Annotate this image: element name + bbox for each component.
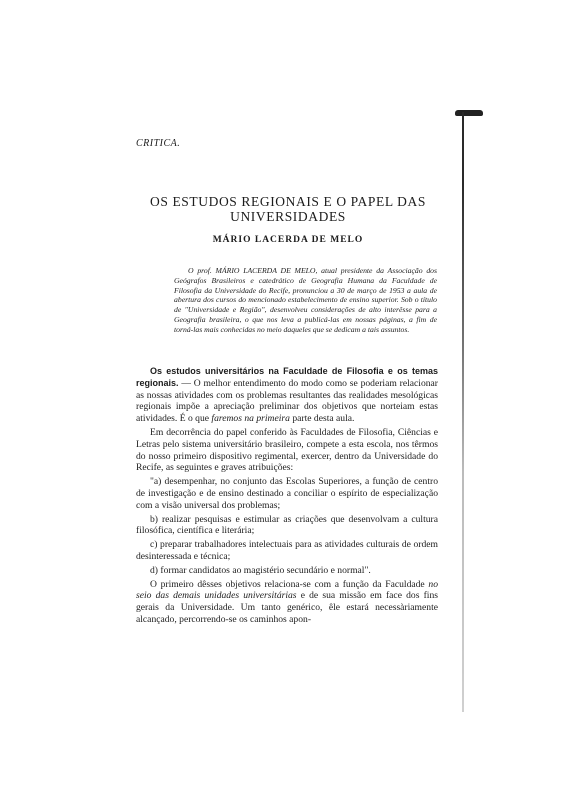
paragraph-3-emphasis: no seio das demais unidades universitárias — [136, 578, 438, 602]
paragraph-1-emphasis: faremos na primeira — [211, 413, 290, 425]
paragraph-1 — [136, 366, 438, 425]
list-item-c: c) preparar trabalhadores intelectuais para as atividades culturais de ordem desinteressada e técnica; — [136, 539, 438, 562]
article-abstract: O prof. MÁRIO LACERDA DE MELO, atual presidente da Associação dos Geógrafos Brasileiros e catedrático de Geografia Humana da Faculdade de Filosofia da Universidade do Recife, pronunciou a 30 de março de 1953 a aula de abertura dos cursos do mencionado estabelecimento de ensino superior. Sob o título de "Universidade e Região", desenvolveu considerações de alto interêsse para a Geografia brasileira, o que nos leva a publicá-las em nossas páginas, a fim de torná-las mais conhecidas no meio daqueles que se dedicam a tais assuntos. — [174, 266, 437, 334]
paragraph-1-lead: Os estudos universitários na Faculdade de Filosofia e os temas regionais. — [136, 366, 438, 388]
article-body — [136, 366, 438, 628]
paragraph-1-text-b: parte desta aula. — [289, 413, 355, 425]
paragraph-2: Em decorrência do papel conferido às Faculdades de Filosofia, Ciências e Letras pelo sistema universitário brasileiro, compete a esta escola, nos têrmos do nosso primeiro dispositivo regimental, exercer, dentro da Universidade do Recife, as seguintes e graves atribuições: — [136, 426, 438, 474]
article-title: OS ESTUDOS REGIONAIS E O PAPEL DAS UNIVERSIDADES — [150, 194, 426, 224]
article-author: MÁRIO LACERDA DE MELO — [212, 235, 364, 245]
page-edge-mark — [455, 110, 483, 116]
section-label: CRITICA. — [136, 138, 181, 149]
list-item-d: d) formar candidatos ao magistério secundário e normal". — [150, 564, 371, 576]
list-item-a: "a) desempenhar, no conjunto das Escolas Superiores, a função de centro de investigação e de ensino destinado a conciliar o espírito de especialização com a visão universal dos problemas; — [136, 476, 438, 511]
paragraph-3 — [136, 579, 438, 626]
paragraph-3-text-a: O primeiro dêsses objetivos relaciona-se com a função da Faculdade — [150, 578, 429, 590]
page-edge-rule — [462, 112, 464, 712]
list-item-b: b) realizar pesquisas e estimular as criações que desenvolvam a cultura filosófica, científica e literária; — [136, 513, 438, 537]
paragraph-1-text-a: — O melhor entendimento do modo como se poderiam relacionar as nossas atividades com os problemas resultantes das realidades mesológicas regionais impõe a apreciação preliminar dos objetivos que norteiam estas atividades. É o que — [136, 377, 438, 425]
paragraph-3-text-b: e de sua missão em face dos fins gerais da Universidade. Um tanto genérico, êle estará necessàriamente alcançado, percorrendo-se os caminhos apon- — [136, 590, 438, 625]
